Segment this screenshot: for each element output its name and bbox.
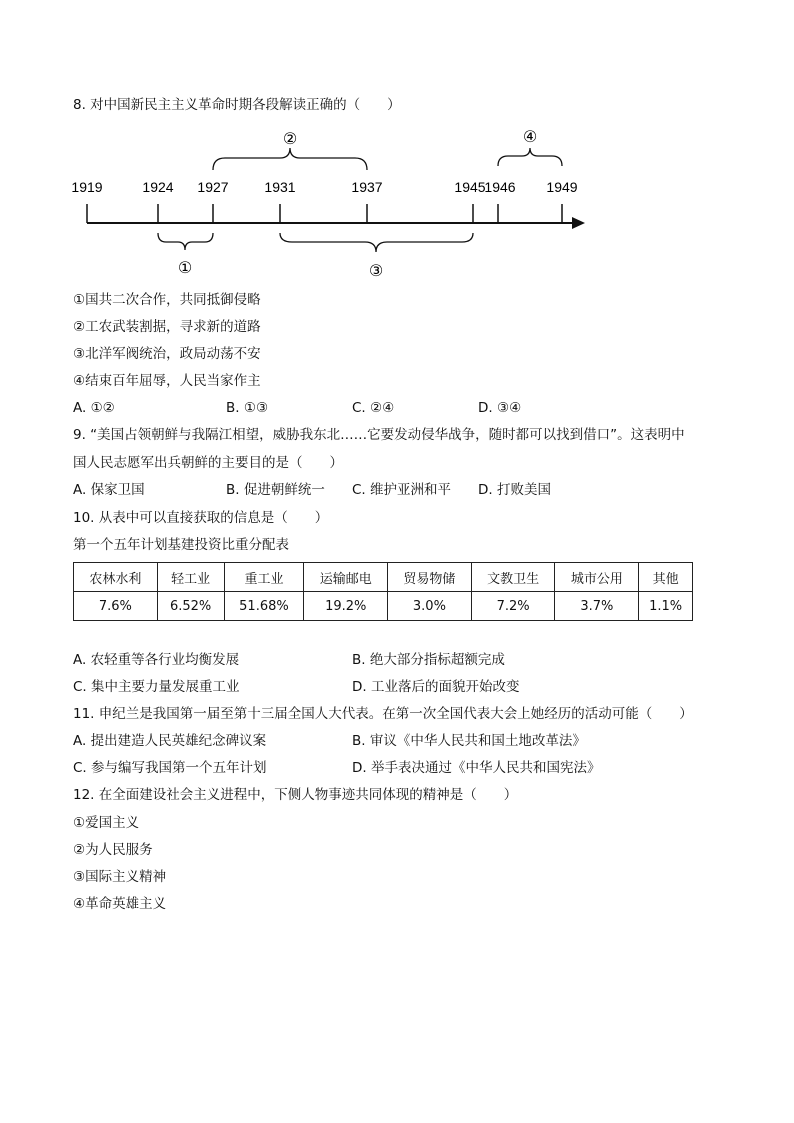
q10-option-b[interactable]: B. 绝大部分指标超额完成 bbox=[352, 652, 505, 668]
table-cell: 19.2% bbox=[304, 592, 388, 621]
q10-stem: 10. 从表中可以直接获取的信息是（ ） bbox=[73, 510, 329, 526]
q8-option-b[interactable]: B. ①③ bbox=[226, 400, 269, 416]
table-header-cell: 运输邮电 bbox=[304, 563, 388, 592]
table-header-cell: 其他 bbox=[639, 563, 693, 592]
table-cell: 3.7% bbox=[555, 592, 639, 621]
investment-table bbox=[73, 562, 693, 621]
q8-option-c[interactable]: C. ②④ bbox=[352, 400, 395, 416]
brace-4 bbox=[498, 148, 562, 166]
q9-option-d[interactable]: D. 打败美国 bbox=[478, 482, 551, 498]
q11-option-d[interactable]: D. 举手表决通过《中华人民共和国宪法》 bbox=[352, 760, 601, 776]
table-header-row bbox=[74, 563, 693, 592]
marker-2: ② bbox=[282, 131, 298, 148]
q9-option-c[interactable]: C. 维护亚洲和平 bbox=[352, 482, 452, 498]
marker-1: ① bbox=[177, 260, 193, 277]
marker-3: ③ bbox=[368, 263, 384, 280]
table-header-cell: 城市公用 bbox=[555, 563, 639, 592]
q10-option-a[interactable]: A. 农轻重等各行业均衡发展 bbox=[73, 652, 240, 668]
q9-option-b[interactable]: B. 促进朝鲜统一 bbox=[226, 482, 325, 498]
table-title: 第一个五年计划基建投资比重分配表 bbox=[73, 537, 289, 553]
q8-statement-2: ②工农武装割据，寻求新的道路 bbox=[73, 319, 261, 335]
brace-3 bbox=[280, 233, 473, 252]
q8-statement-4: ④结束百年屈辱，人民当家作主 bbox=[73, 373, 261, 389]
q8-option-a[interactable]: A. ①② bbox=[73, 400, 115, 416]
q10-option-c[interactable]: C. 集中主要力量发展重工业 bbox=[73, 679, 240, 695]
table-header-cell: 文教卫生 bbox=[471, 563, 555, 592]
q8-option-d[interactable]: D. ③④ bbox=[478, 400, 522, 416]
table-header-cell: 重工业 bbox=[224, 563, 304, 592]
q8-statement-3: ③北洋军阀统治，政局动荡不安 bbox=[73, 346, 261, 362]
q11-stem: 11. 申纪兰是我国第一届至第十三届全国人大代表。在第一次全国代表大会上她经历的活动可能（ ） bbox=[73, 706, 693, 722]
brace-2 bbox=[213, 148, 367, 170]
q8-statement-1: ①国共二次合作，共同抵御侵略 bbox=[73, 292, 261, 308]
q12-statement-3: ③国际主义精神 bbox=[73, 869, 167, 885]
q10-option-d[interactable]: D. 工业落后的面貌开始改变 bbox=[352, 679, 520, 695]
q12-stem: 12. 在全面建设社会主义进程中，下侧人物事迹共同体现的精神是（ ） bbox=[73, 787, 518, 803]
table-cell: 7.2% bbox=[471, 592, 555, 621]
q11-option-b[interactable]: B. 审议《中华人民共和国土地改革法》 bbox=[352, 733, 586, 749]
year-label: 1927 bbox=[197, 179, 229, 195]
timeline-diagram bbox=[60, 118, 600, 288]
q12-statement-4: ④革命英雄主义 bbox=[73, 896, 167, 912]
table-header-cell: 农林水利 bbox=[74, 563, 158, 592]
year-label: 1919 bbox=[71, 179, 103, 195]
year-label: 1924 bbox=[142, 179, 174, 195]
timeline-arrow bbox=[572, 217, 585, 229]
q11-option-a[interactable]: A. 提出建造人民英雄纪念碑议案 bbox=[73, 733, 267, 749]
year-label: 1945 bbox=[454, 179, 486, 195]
q12-statement-1: ①爱国主义 bbox=[73, 815, 140, 831]
q9-option-a[interactable]: A. 保家卫国 bbox=[73, 482, 145, 498]
table-row bbox=[74, 592, 693, 621]
year-label: 1931 bbox=[264, 179, 296, 195]
table-cell: 1.1% bbox=[639, 592, 693, 621]
year-label: 1946 bbox=[484, 179, 516, 195]
table-cell: 7.6% bbox=[74, 592, 158, 621]
year-label: 1949 bbox=[546, 179, 578, 195]
q9-stem-line2: 国人民志愿军出兵朝鲜的主要目的是（ ） bbox=[73, 455, 343, 471]
brace-1 bbox=[158, 233, 213, 250]
table-cell: 6.52% bbox=[157, 592, 224, 621]
q11-option-c[interactable]: C. 参与编写我国第一个五年计划 bbox=[73, 760, 267, 776]
table-header-cell: 轻工业 bbox=[157, 563, 224, 592]
marker-4: ④ bbox=[522, 129, 538, 146]
year-label: 1937 bbox=[351, 179, 383, 195]
q9-stem-line1: 9. “美国占领朝鲜与我隔江相望，威胁我东北……它要发动侵华战争，随时都可以找到借口”。这表明中 bbox=[73, 427, 685, 443]
q8-stem: 8. 对中国新民主主义革命时期各段解读正确的（ ） bbox=[73, 97, 401, 113]
q12-statement-2: ②为人民服务 bbox=[73, 842, 153, 858]
table-cell: 51.68% bbox=[224, 592, 304, 621]
tick-marks bbox=[87, 204, 562, 223]
table-header-cell: 贸易物储 bbox=[388, 563, 472, 592]
table-cell: 3.0% bbox=[388, 592, 472, 621]
